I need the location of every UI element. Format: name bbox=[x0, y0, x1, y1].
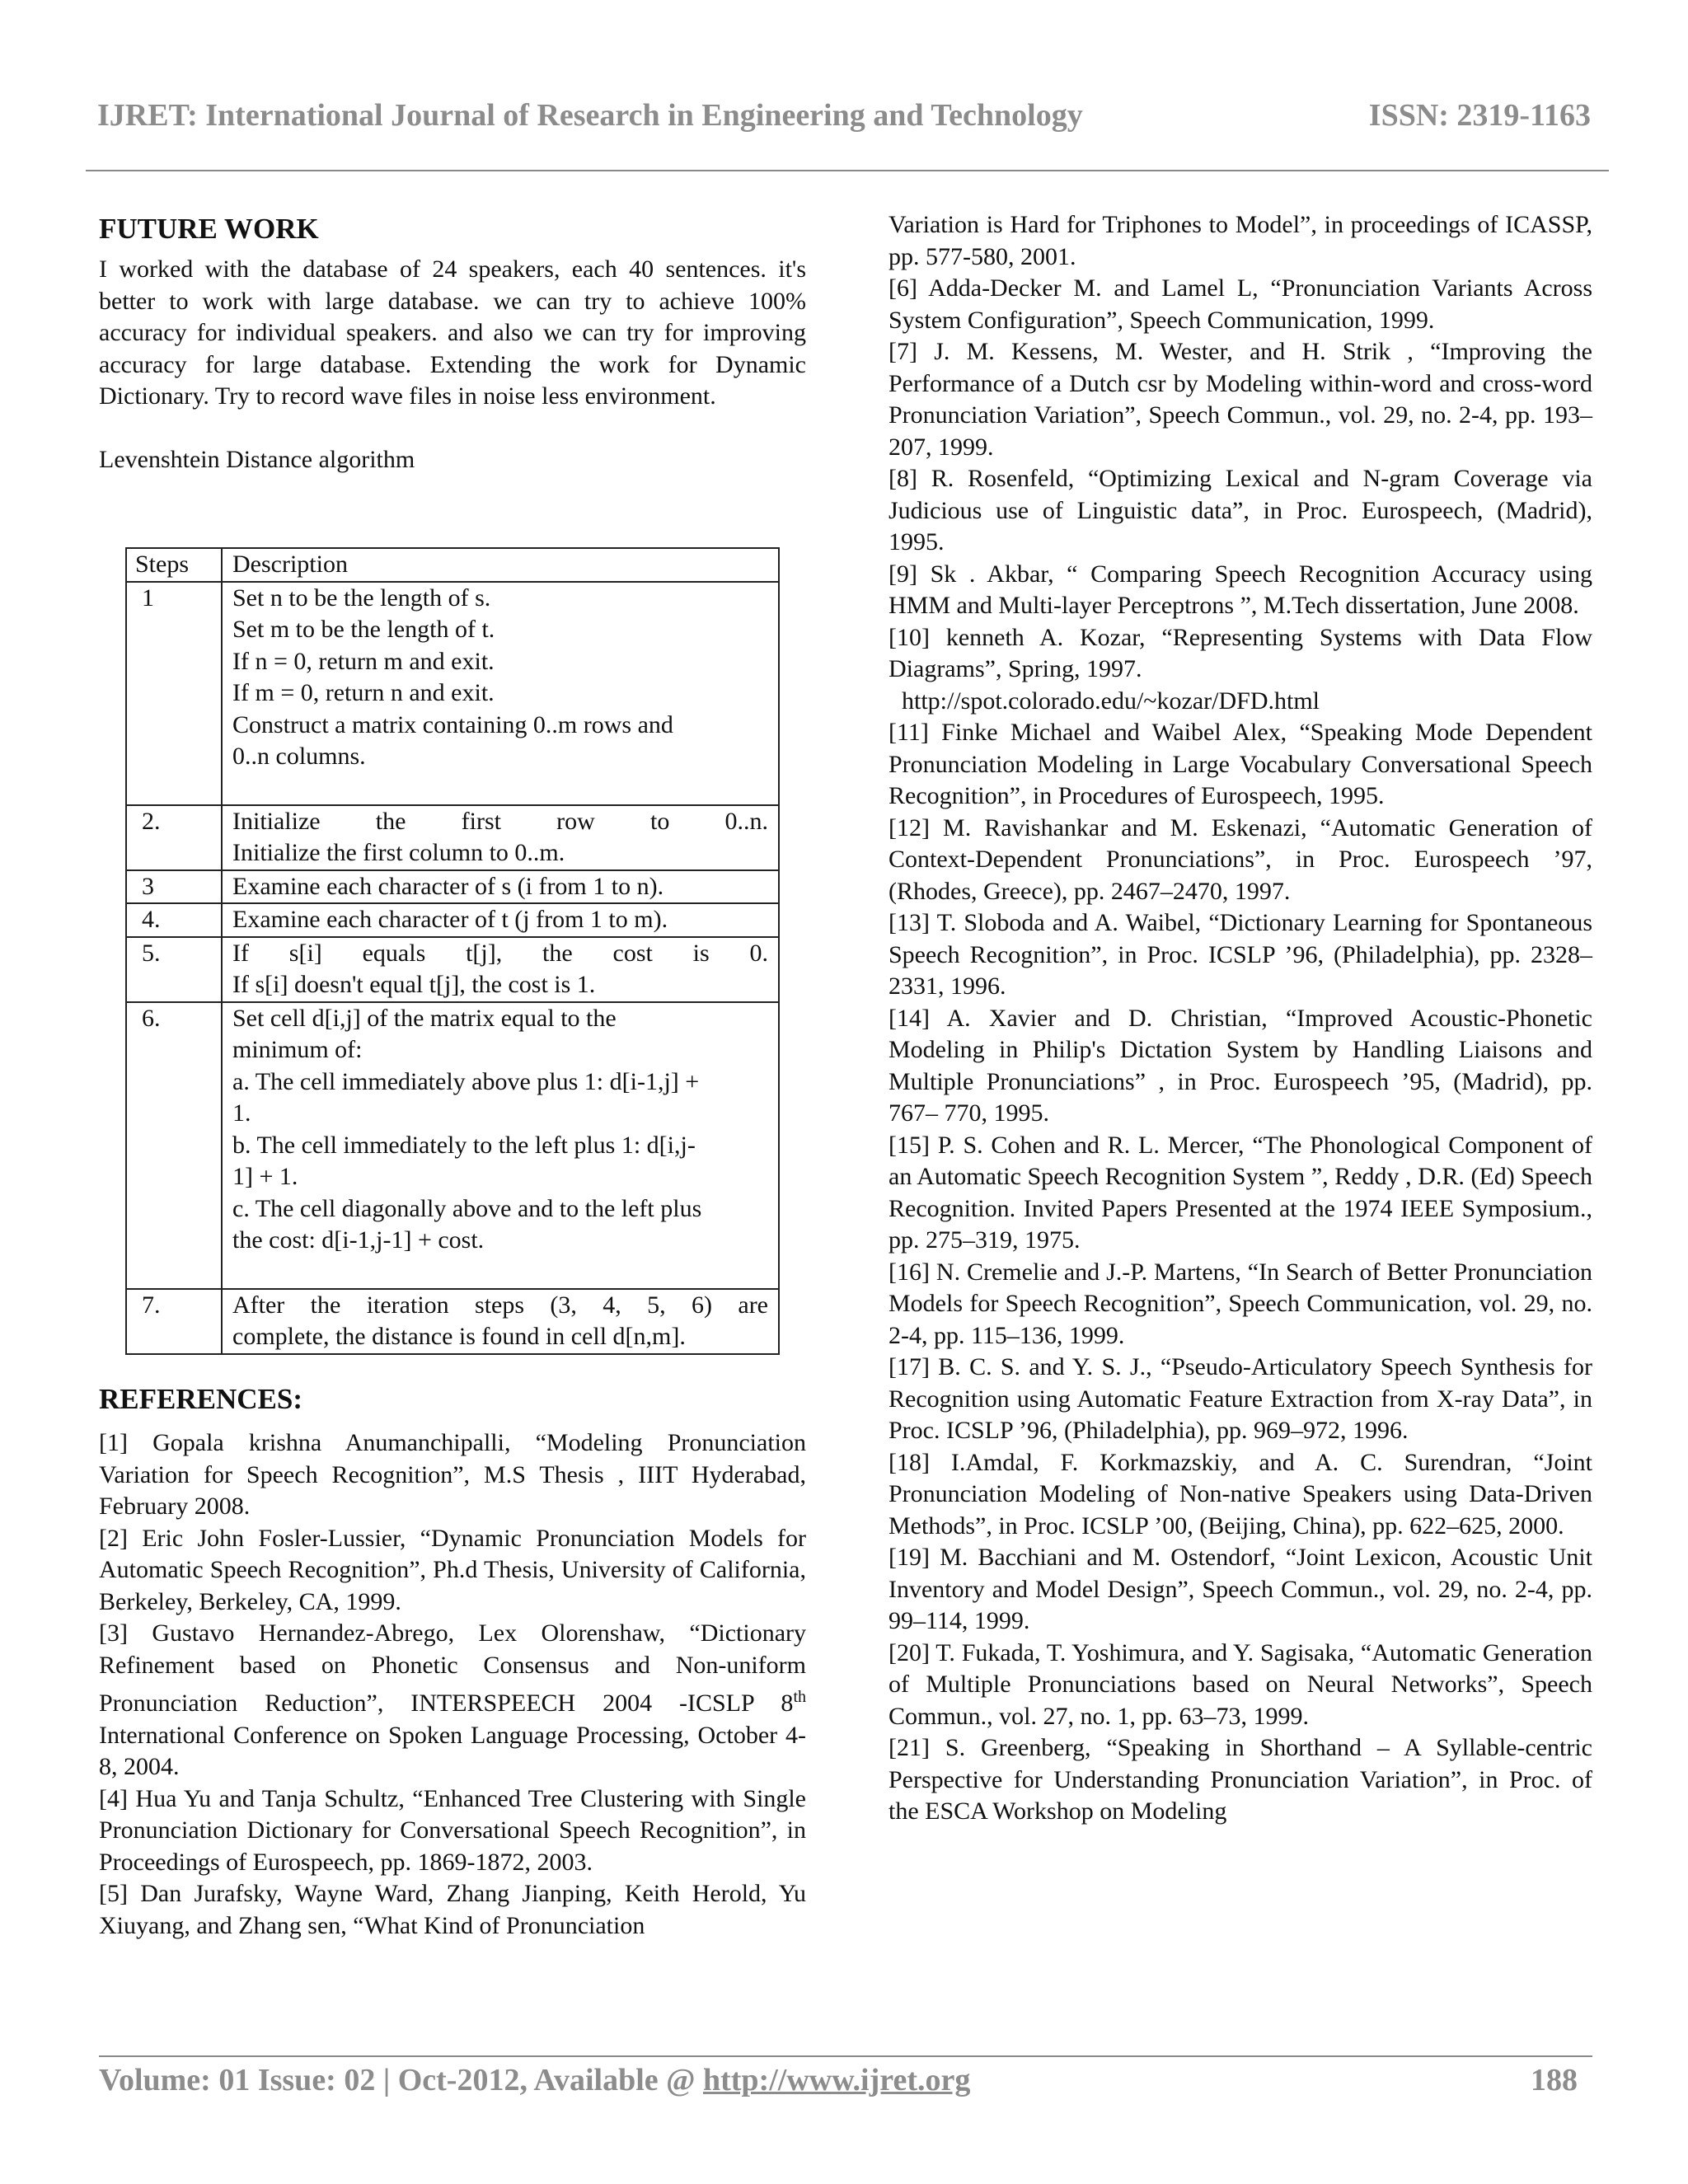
step-line: If n = 0, return m and exit. bbox=[232, 647, 495, 675]
table-row bbox=[126, 805, 779, 870]
reference-item: [6] Adda-Decker M. and Lamel L, “Pronunciation Variants Across System Configuration”, Speech Communication, 1999. bbox=[889, 274, 1592, 334]
left-column bbox=[99, 211, 806, 1939]
step-description bbox=[222, 582, 779, 805]
right-column bbox=[889, 209, 1592, 1828]
step-number: 2. bbox=[126, 805, 222, 870]
reference-item: [12] M. Ravishankar and M. Eskenazi, “Automatic Generation of Context-Dependent Pronunciations”, in Proc. Eurospeech ’97, (Rhodes, Greece), pp. 2467–2470, 1997. bbox=[889, 813, 1592, 905]
algorithm-title: Levenshtein Distance algorithm bbox=[99, 445, 415, 473]
reference-item: [11] Finke Michael and Waibel Alex, “Speaking Mode Dependent Pronunciation Modeling in Large Vocabulary Conversational Speech Recognition”, in Procedures of Eurospeech, 1995. bbox=[889, 719, 1592, 809]
step-line: minimum of: bbox=[232, 1036, 363, 1063]
step-line: If m = 0, return n and exit. bbox=[232, 679, 495, 706]
table-row bbox=[126, 903, 779, 937]
reference-item: [4] Hua Yu and Tanja Schultz, “Enhanced Tree Clustering with Single Pronunciation Dictionary for Conversational Speech Recognition”, in Proceedings of Eurospeech, pp. 1869-1872, 2003. bbox=[99, 1784, 806, 1876]
footer-volume: Volume: 01 Issue: 02 | Oct-2012, Available @ bbox=[99, 2063, 703, 2097]
step-description bbox=[222, 870, 779, 904]
step-line: After the iteration steps (3, 4, 5, 6) are bbox=[232, 1291, 768, 1319]
footer-link[interactable]: http://www.ijret.org bbox=[702, 2063, 971, 2097]
step-description bbox=[222, 1289, 779, 1354]
reference-item: [2] Eric John Fosler-Lussier, “Dynamic Pronunciation Models for Automatic Speech Recognition”, Ph.d Thesis, University of California, Berkeley, Berkeley, CA, 1999. bbox=[99, 1524, 806, 1615]
reference-item: [16] N. Cremelie and J.-P. Martens, “In Search of Better Pronunciation Models for Speech Recognition”, Speech Communication, vol. 29, no. 2-4, pp. 115–136, 1999. bbox=[889, 1258, 1592, 1349]
step-line: 0..n columns. bbox=[232, 743, 366, 770]
description-header: Description bbox=[222, 548, 779, 582]
issn-header: ISSN: 2319-1163 bbox=[1368, 98, 1591, 133]
reference-item bbox=[99, 1618, 806, 1783]
step-number: 4. bbox=[126, 903, 222, 937]
future-work-title: FUTURE WORK bbox=[99, 213, 319, 245]
references-title: REFERENCES: bbox=[99, 1383, 302, 1415]
reference-item: [14] A. Xavier and D. Christian, “Improved Acoustic-Phonetic Modeling in Philip's Dictation System by Handling Liaisons and Multiple Pronunciations” , in Proc. Eurospeech ’95, (Madrid), pp. 767– 770, 1995. bbox=[889, 1004, 1592, 1127]
step-description bbox=[222, 805, 779, 870]
journal-header: IJRET: International Journal of Research in Engineering and Technology bbox=[97, 98, 1083, 133]
step-line: 1] + 1. bbox=[232, 1163, 298, 1190]
step-line: Examine each character of t (j from 1 to m). bbox=[232, 906, 668, 933]
step-line: Set m to be the length of t. bbox=[232, 616, 495, 643]
reference-item: [8] R. Rosenfeld, “Optimizing Lexical and N-gram Coverage via Judicious use of Linguistic data”, in Proc. Eurospeech, (Madrid), 1995. bbox=[889, 465, 1592, 555]
step-number: 6. bbox=[126, 1002, 222, 1289]
table-row bbox=[126, 1289, 779, 1354]
step-line: Set cell d[i,j] of the matrix equal to the bbox=[232, 1004, 617, 1032]
step-line: the cost: d[i-1,j-1] + cost. bbox=[232, 1226, 485, 1254]
reference-item: [10] kenneth A. Kozar, “Representing Systems with Data Flow Diagrams”, Spring, 1997. bbox=[889, 623, 1592, 682]
table-row bbox=[126, 1002, 779, 1289]
step-line: Examine each character of s (i from 1 to n). bbox=[232, 872, 664, 900]
step-description bbox=[222, 1002, 779, 1289]
reference-item: [15] P. S. Cohen and R. L. Mercer, “The Phonological Component of an Automatic Speech Recognition System ”, Reddy , D.R. (Ed) Speech Recognition. Invited Papers Presented at the 1974 IEEE Symposium., pp. 275–319, 1975. bbox=[889, 1131, 1592, 1254]
step-line: b. The cell immediately to the left plus 1: d[i,j- bbox=[232, 1131, 696, 1159]
reference-item: [1] Gopala krishna Anumanchipalli, “Modeling Pronunciation Variation for Speech Recognition”, M.S Thesis , IIIT Hyderabad, February 2008. bbox=[99, 1429, 806, 1520]
step-number: 7. bbox=[126, 1289, 222, 1354]
reference-item: [17] B. C. S. and Y. S. J., “Pseudo-Articulatory Speech Synthesis for Recognition using Automatic Feature Extraction from X-ray Data”, in Proc. ICSLP ’96, (Philadelphia), pp. 969–972, 1996. bbox=[889, 1353, 1592, 1444]
table-row bbox=[126, 937, 779, 1002]
reference-item: [18] I.Amdal, F. Korkmazskiy, and A. C. Surendran, “Joint Pronunciation Modeling of Non-native Speakers using Data-Driven Methods”, in Proc. ICSLP ’00, (Beijing, China), pp. 622–625, 2000. bbox=[889, 1448, 1592, 1540]
reference-item: [7] J. M. Kessens, M. Wester, and H. Strik , “Improving the Performance of a Dutch csr by Modeling within-word and cross-word Pronunciation Variation”, Speech Commun., vol. 29, no. 2-4, pp. 193–207, 1999. bbox=[889, 338, 1592, 461]
future-work-text: I worked with the database of 24 speakers, each 40 sentences. it's better to work with large database. we can try to achieve 100% accuracy for individual speakers. and also we can try for improving accuracy for large database. Extending the work for Dynamic Dictionary. Try to record wave files in noise less environment. bbox=[99, 255, 806, 410]
page-number: 188 bbox=[1531, 2063, 1578, 2097]
table-header-row bbox=[126, 548, 779, 582]
reference-item: [20] T. Fukada, T. Yoshimura, and Y. Sagisaka, “Automatic Generation of Multiple Pronunciations based on Neural Networks”, Speech Commun., vol. 27, no. 1, pp. 63–73, 1999. bbox=[889, 1638, 1592, 1730]
step-line: Set n to be the length of s. bbox=[232, 583, 491, 612]
step-number: 1 bbox=[126, 582, 222, 805]
footer-text bbox=[99, 2062, 970, 2098]
reference-item: [5] Dan Jurafsky, Wayne Ward, Zhang Jianping, Keith Herold, Yu Xiuyang, and Zhang sen, “What Kind of Pronunciation bbox=[99, 1880, 806, 1939]
step-line: a. The cell immediately above plus 1: d[i-1,j] + bbox=[232, 1067, 700, 1095]
reference-item: [9] Sk . Akbar, “ Comparing Speech Recognition Accuracy using HMM and Multi-layer Perceptrons ”, M.Tech dissertation, June 2008. bbox=[889, 560, 1592, 619]
step-line: complete, the distance is found in cell d[n,m]. bbox=[232, 1323, 686, 1350]
reference-3-tail: International Conference on Spoken Language Processing, October 4-8, 2004. bbox=[99, 1721, 806, 1780]
step-line: If s[i] doesn't equal t[j], the cost is 1. bbox=[232, 971, 596, 998]
step-line: 1. bbox=[232, 1099, 251, 1127]
step-line: Construct a matrix containing 0..m rows and bbox=[232, 710, 673, 738]
step-number: 5. bbox=[126, 937, 222, 1002]
step-number: 3 bbox=[126, 870, 222, 904]
reference-3-sup: th bbox=[793, 1688, 806, 1706]
reference-3-head: [3] Gustavo Hernandez-Abrego, Lex Olorenshaw, “Dictionary Refinement based on Phonetic Consensus and Non-uniform Pronunciation Reduction”, INTERSPEECH 2004 -ICSLP 8 bbox=[99, 1619, 806, 1717]
reference-item: Variation is Hard for Triphones to Model”, in proceedings of ICASSP, pp. 577-580, 2001. bbox=[889, 211, 1592, 270]
header-rule bbox=[86, 170, 1609, 171]
reference-item: [19] M. Bacchiani and M. Ostendorf, “Joint Lexicon, Acoustic Unit Inventory and Model Design”, Speech Commun., vol. 29, no. 2-4, pp. 99–114, 1999. bbox=[889, 1544, 1592, 1634]
reference-url[interactable]: http://spot.colorado.edu/~kozar/DFD.html bbox=[902, 687, 1320, 715]
steps-header: Steps bbox=[126, 548, 222, 582]
reference-item: [13] T. Sloboda and A. Waibel, “Dictionary Learning for Spontaneous Speech Recognition”, in Proc. ICSLP ’96, (Philadelphia), pp. 2328–2331, 1996. bbox=[889, 909, 1592, 1000]
footer-rule bbox=[99, 2055, 1592, 2057]
step-description bbox=[222, 903, 779, 937]
step-line: Initialize the first column to 0..m. bbox=[232, 839, 565, 866]
table-row bbox=[126, 582, 779, 805]
algorithm-table bbox=[125, 547, 780, 1355]
step-line: c. The cell diagonally above and to the left plus bbox=[232, 1194, 702, 1222]
step-line: Initialize the first row to 0..n. bbox=[232, 807, 768, 835]
table-row bbox=[126, 870, 779, 904]
reference-item: [21] S. Greenberg, “Speaking in Shorthand – A Syllable-centric Perspective for Understanding Pronunciation Variation”, in Proc. of the ESCA Workshop on Modeling bbox=[889, 1734, 1592, 1825]
step-line: If s[i] equals t[j], the cost is 0. bbox=[232, 939, 768, 967]
references-left bbox=[99, 1427, 806, 1942]
step-description bbox=[222, 937, 779, 1002]
